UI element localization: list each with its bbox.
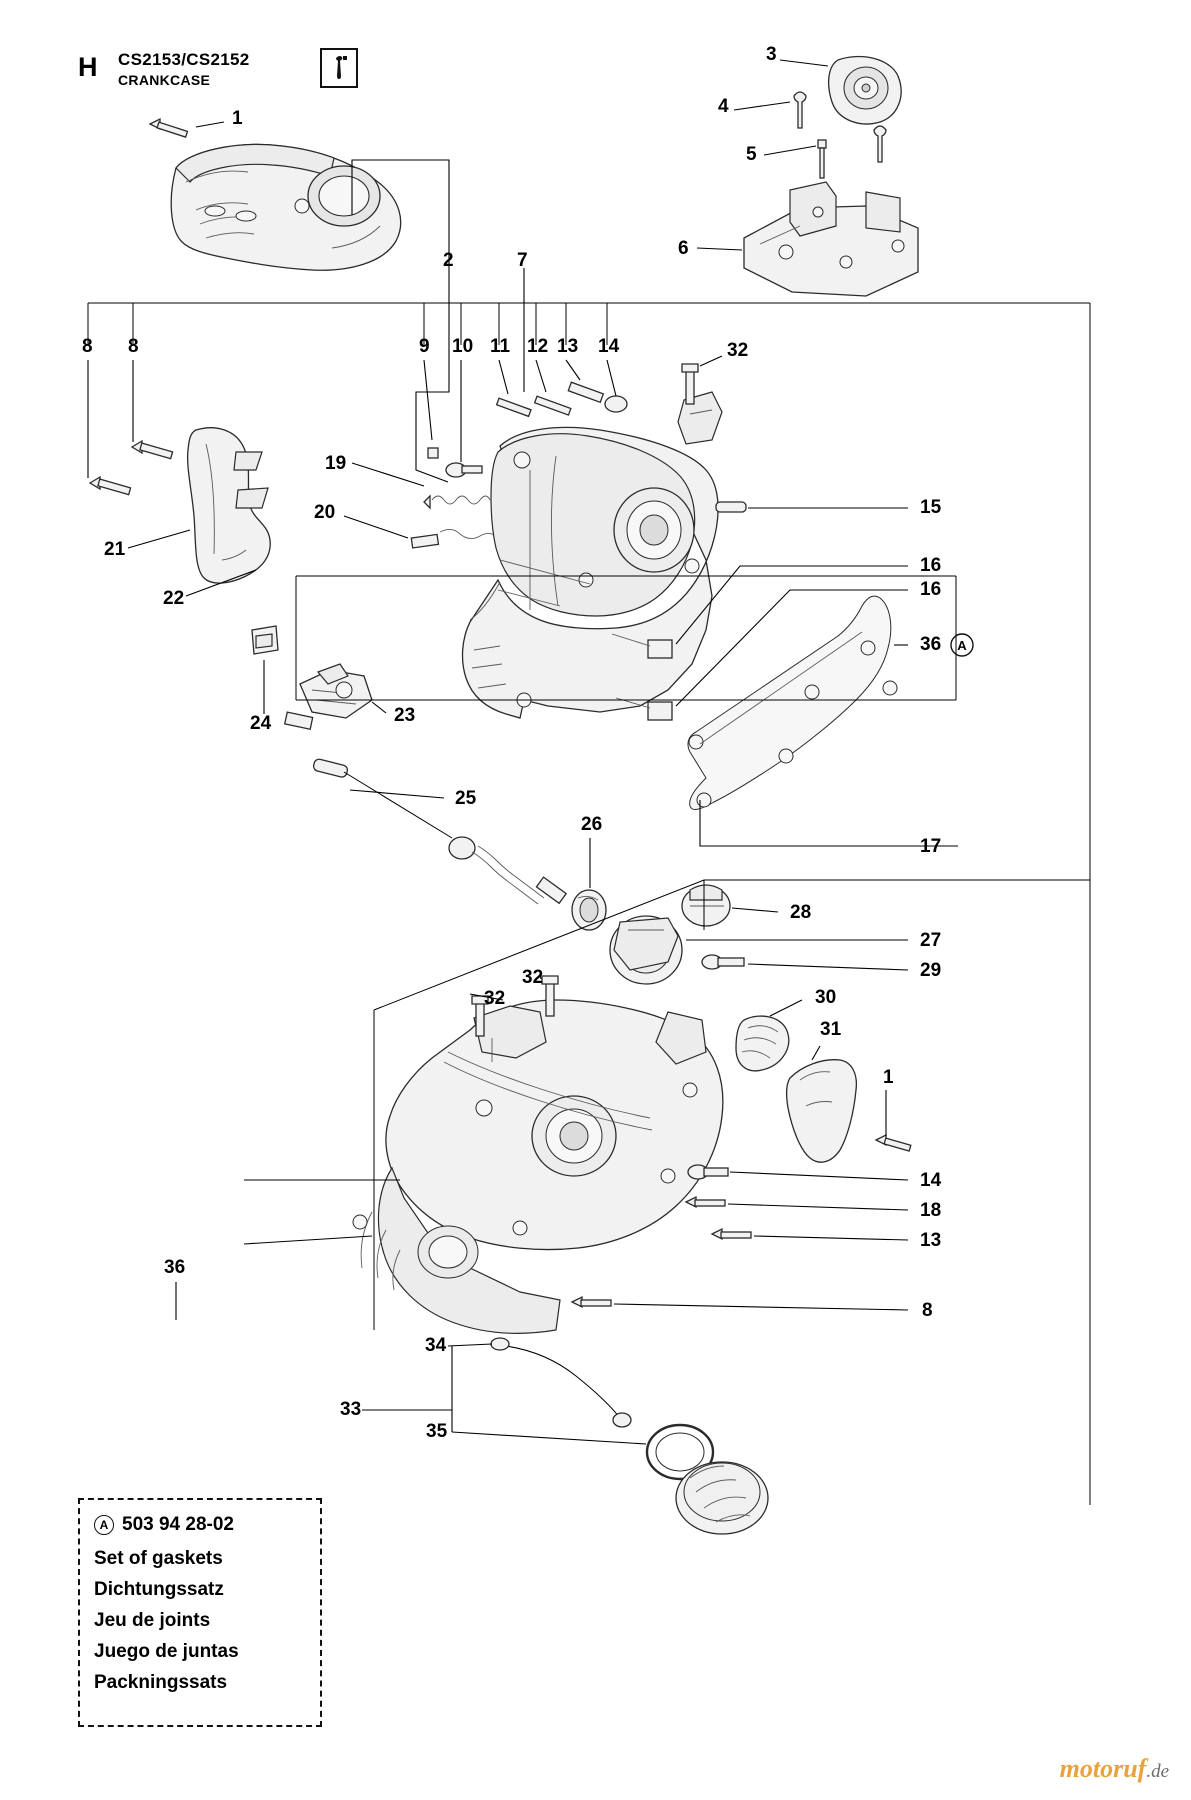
- screw-item-1-top: [150, 119, 187, 137]
- callout-32b: 32: [522, 967, 544, 988]
- part-26-seal: [572, 890, 606, 930]
- callout-33: 33: [340, 1399, 362, 1420]
- part-20-pin: [411, 529, 498, 548]
- screw-item-1-lower: [876, 1135, 911, 1151]
- callout-10: 10: [452, 336, 474, 357]
- callout-26: 26: [581, 814, 603, 835]
- svg-text:A: A: [957, 638, 967, 653]
- callout-9: 9: [419, 336, 430, 357]
- callout-11: 11: [490, 336, 511, 357]
- legend-line-es: Juego de juntas: [94, 1641, 239, 1662]
- callout-30: 30: [815, 987, 837, 1008]
- part-31-handle-guard: [787, 1060, 857, 1162]
- screws-item-8-left: [90, 441, 173, 495]
- callout-16b: 16: [920, 579, 942, 600]
- legend-line-fr: Jeu de joints: [94, 1610, 211, 1631]
- callout-8a: 8: [82, 336, 93, 357]
- part-34-vent: [491, 1338, 631, 1427]
- part-crankcase-half-upper: [463, 392, 722, 718]
- callout-21: 21: [104, 539, 126, 560]
- part-clutch-cover-top: [171, 144, 400, 270]
- part-30-pawl-spring: [736, 1016, 789, 1071]
- callout-7: 7: [517, 250, 528, 271]
- callout-23: 23: [394, 705, 416, 726]
- legend-line-sv: Packningssats: [94, 1672, 228, 1693]
- callout-13b: 13: [920, 1230, 942, 1251]
- watermark-name: motoruf: [1059, 1754, 1147, 1783]
- part-15-pin: [716, 502, 746, 512]
- part-19-spring: [424, 496, 490, 508]
- callout-13: 13: [557, 336, 579, 357]
- callout-6: 6: [678, 238, 689, 259]
- callout-1b: 1: [883, 1067, 894, 1088]
- callout-19: 19: [325, 453, 347, 474]
- callout-15: 15: [920, 497, 942, 518]
- assembly-title: CRANKCASE: [118, 72, 211, 88]
- part-24-clip: [252, 626, 278, 654]
- callout-36b: 36: [164, 1257, 186, 1278]
- part-crankcase-half-lower: [353, 1000, 723, 1333]
- legend-line-en: Set of gaskets: [94, 1548, 223, 1569]
- callout-2: 2: [443, 250, 454, 271]
- callout-12: 12: [527, 336, 549, 357]
- section-letter: H: [78, 52, 98, 82]
- legend-line-de: Dichtungssatz: [94, 1579, 224, 1600]
- callout-36a: 36: [920, 634, 942, 655]
- part-27-starter-pulley: [610, 916, 682, 984]
- model-title: CS2153/CS2152: [118, 50, 250, 69]
- part-36-gasket-upper: [688, 596, 897, 809]
- part-5-screw: [818, 140, 826, 178]
- callout-8c: 8: [922, 1300, 933, 1321]
- callout-3: 3: [766, 44, 777, 65]
- callout-17: 17: [920, 836, 942, 857]
- callout-29: 29: [920, 960, 942, 981]
- legend-badge: A: [94, 1515, 114, 1535]
- callout-14: 14: [598, 336, 620, 357]
- part-23-oil-pump: [285, 664, 372, 729]
- part-33-oil-cap: [676, 1462, 768, 1534]
- callout-22: 22: [163, 588, 185, 609]
- gasket-set-legend: [78, 1498, 322, 1727]
- callout-32a: 32: [727, 340, 749, 361]
- watermark-tld: .de: [1146, 1761, 1169, 1782]
- callout-28: 28: [790, 902, 812, 923]
- callout-1: 1: [232, 108, 243, 129]
- callout-14b: 14: [920, 1170, 942, 1191]
- callout-35: 35: [426, 1421, 448, 1442]
- part-29-screw: [702, 955, 744, 969]
- part-22-bumper-spike: [188, 428, 271, 583]
- callout-16a: 16: [920, 555, 942, 576]
- callout-5: 5: [746, 144, 757, 165]
- callout-32c: 32: [484, 988, 506, 1009]
- callout-4: 4: [718, 96, 729, 117]
- callout-24: 24: [250, 713, 272, 734]
- callout-25: 25: [455, 788, 477, 809]
- part-6-bracket: [744, 182, 918, 296]
- callout-20: 20: [314, 502, 336, 523]
- watermark: [1060, 1754, 1169, 1784]
- part-25-adjusting-rod: [313, 758, 567, 904]
- callout-31: 31: [820, 1019, 842, 1040]
- callout-18: 18: [920, 1200, 942, 1221]
- callout-27: 27: [920, 930, 942, 951]
- callout-34: 34: [425, 1335, 447, 1356]
- part-3-cover: [829, 57, 901, 124]
- legend-part-number: 503 94 28-02: [122, 1514, 234, 1535]
- part-28-knob: [682, 885, 730, 926]
- callout-8b: 8: [128, 336, 139, 357]
